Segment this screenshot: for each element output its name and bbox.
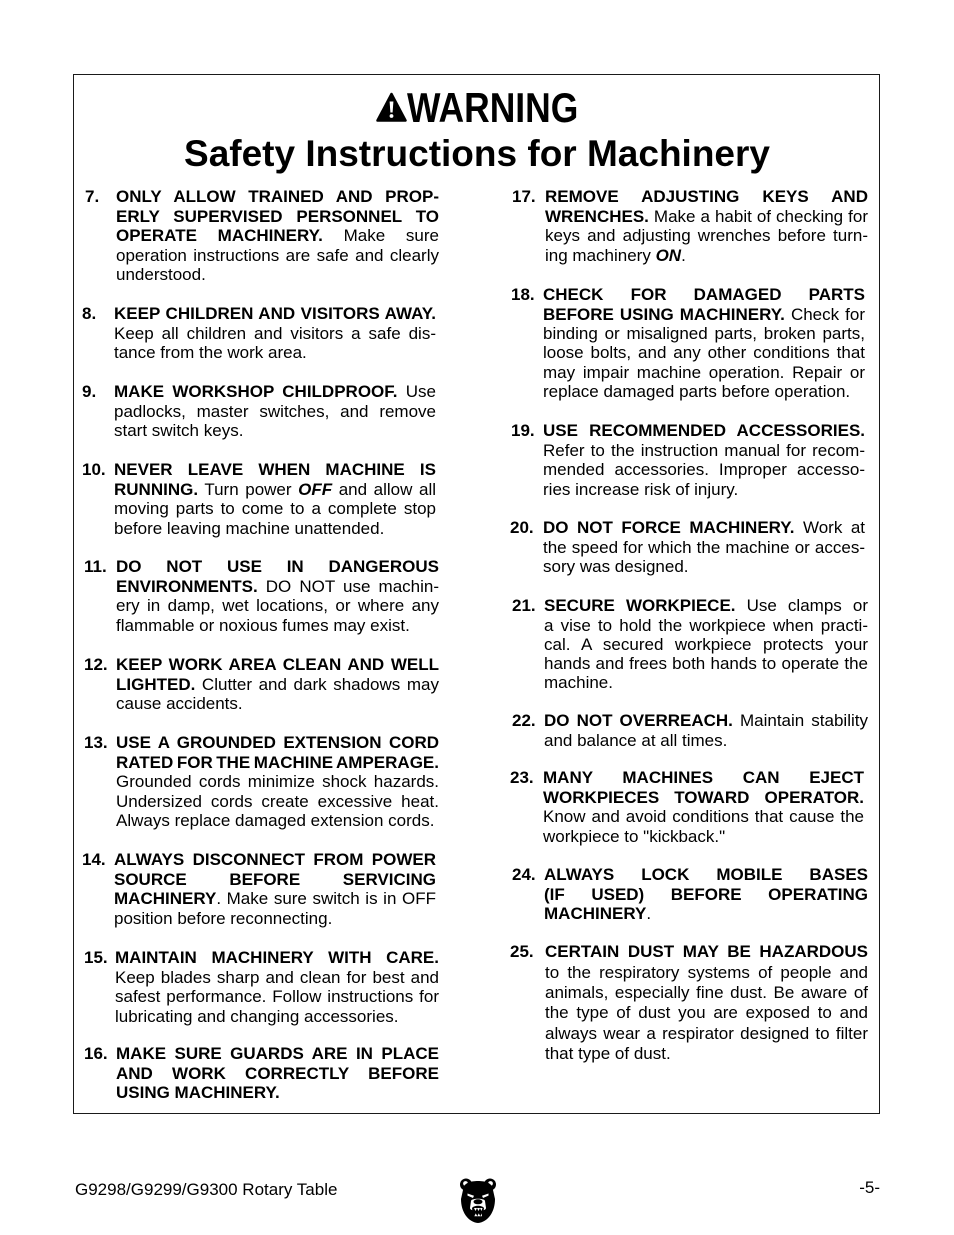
item-line (545, 226, 868, 246)
line-content (116, 1044, 439, 1063)
body-text: workpiece to "kickback." (543, 826, 726, 846)
item-line (116, 1083, 439, 1103)
line-content (544, 865, 868, 884)
line-content (545, 187, 868, 206)
line-content (115, 987, 439, 1006)
line-content (543, 768, 864, 787)
item-line (114, 324, 436, 344)
bold-heading-text: OPERATE MACHINERY. (116, 226, 323, 246)
body-text: tance from the work area. (114, 343, 307, 363)
line-content (545, 963, 868, 982)
bold-heading-text: DO NOT USE IN DANGEROUS (116, 557, 439, 577)
item-line (544, 865, 868, 885)
bold-heading-text: MAKE WORKSHOP CHILDPROOF. (114, 382, 398, 402)
line-content (114, 324, 436, 343)
item-line (116, 675, 439, 695)
item-number: 10. (82, 460, 106, 480)
line-content (116, 733, 439, 752)
item-line (116, 1064, 439, 1084)
item-line (543, 285, 865, 305)
item-line (116, 187, 439, 207)
line-content (543, 788, 864, 807)
line-content (543, 441, 865, 460)
body-text: cause accidents. (116, 694, 243, 714)
body-text: Maintain stability (732, 711, 868, 731)
item-line (116, 226, 439, 246)
body-text: Grounded cords minimize shock hazards. (116, 772, 439, 792)
item-line (543, 421, 865, 441)
item-line (543, 382, 865, 402)
body-text: start switch keys. (114, 421, 244, 441)
line-content (543, 518, 865, 537)
item-line (543, 788, 864, 808)
line-content (115, 968, 439, 987)
line-content (114, 870, 436, 889)
item-number: 7. (85, 187, 100, 207)
body-text: before leaving machine unattended. (114, 518, 385, 538)
body-text: and balance at all times. (544, 730, 728, 750)
body-text: flammable or noxious fumes may exist. (116, 615, 410, 635)
item-line (543, 305, 865, 325)
line-content (543, 827, 725, 846)
line-content (543, 557, 689, 576)
bold-heading-text: NEVER LEAVE WHEN MACHINE IS (114, 460, 436, 480)
item-line (116, 596, 439, 616)
item-line (116, 557, 439, 577)
line-content (116, 792, 439, 811)
item-line (116, 246, 439, 266)
line-content (114, 304, 436, 323)
body-text: ing machinery (545, 245, 656, 265)
item-number: 22. (512, 711, 536, 731)
bold-heading-text: KEEP CHILDREN AND VISITORS AWAY. (114, 304, 436, 324)
item-line (543, 768, 864, 788)
bold-heading-text: MACHINERY (114, 889, 217, 909)
item-line (543, 557, 865, 577)
item-line (544, 596, 868, 616)
body-text: DO NOT use machin- (257, 576, 439, 596)
item-line (544, 654, 868, 674)
body-text: Know and avoid conditions that cause the (543, 807, 864, 827)
bold-heading-text: WRENCHES. (545, 206, 649, 226)
item-line (544, 885, 868, 905)
item-number: 13. (84, 733, 108, 753)
item-line (545, 1003, 868, 1023)
bold-heading-text: ERLY SUPERVISED PERSONNEL TO (116, 206, 439, 226)
body-text: understood. (116, 265, 206, 285)
bold-heading-text: MANY MACHINES CAN EJECT (543, 768, 864, 788)
item-line (544, 673, 868, 693)
item-number: 19. (511, 421, 535, 441)
line-content (114, 402, 436, 421)
item-number: 9. (82, 382, 97, 402)
item-line (114, 460, 436, 480)
line-content (544, 904, 651, 923)
line-content (543, 480, 738, 499)
item-line (116, 772, 439, 792)
item-line (543, 324, 865, 344)
body-text: binding or misaligned parts, broken parts, (543, 324, 865, 344)
item-line (116, 265, 439, 285)
item-line (116, 753, 439, 773)
bold-heading-text: (IF USED) BEFORE OPERATING (544, 884, 868, 904)
line-content (544, 711, 868, 730)
line-content (545, 1024, 868, 1043)
line-content (114, 343, 307, 362)
item-line (114, 870, 436, 890)
line-content (115, 948, 439, 967)
line-content (545, 983, 868, 1002)
item-line (545, 963, 868, 983)
line-content (543, 285, 865, 304)
line-content (114, 480, 436, 499)
item-line (543, 538, 865, 558)
item-line (543, 441, 865, 461)
bold-heading-text: KEEP WORK AREA CLEAN AND WELL (116, 655, 439, 675)
body-text: Check for (784, 304, 865, 324)
line-content (116, 207, 439, 226)
item-line (115, 1007, 439, 1027)
body-text: always wear a respirator designed to filter (545, 1023, 868, 1043)
item-line (114, 909, 436, 929)
line-content (116, 265, 206, 284)
body-text: Use (397, 382, 436, 402)
item-line (545, 207, 868, 227)
line-content (116, 1064, 439, 1083)
bold-heading-text: ONLY ALLOW TRAINED AND PROP- (116, 187, 439, 207)
body-text: Undersized cords create excessive heat. (116, 791, 439, 811)
line-content (543, 343, 865, 362)
item-line (543, 480, 865, 500)
item-line (116, 792, 439, 812)
line-content (116, 557, 439, 576)
item-number: 14. (82, 850, 106, 870)
item-number: 24. (512, 865, 536, 885)
body-text: machine. (544, 673, 613, 693)
line-content (116, 246, 439, 265)
body-text: . Make sure switch is in OFF (216, 889, 436, 909)
item-line (545, 942, 868, 962)
item-line (544, 635, 868, 655)
item-number: 20. (510, 518, 534, 538)
body-text: animals, especially fine dust. Be aware of (545, 983, 868, 1003)
line-content (545, 246, 686, 265)
bold-heading-text: ALWAYS DISCONNECT FROM POWER (114, 850, 436, 870)
item-line (116, 207, 439, 227)
item-line (114, 382, 436, 402)
item-number: 25. (510, 942, 534, 962)
body-text: hands and frees both hands to operate the (544, 654, 868, 674)
line-content (543, 363, 865, 382)
line-content (543, 460, 865, 479)
bold-heading-text: LIGHTED. (116, 674, 196, 694)
line-content (543, 421, 865, 440)
page-title: Safety Instructions for Machinery (184, 133, 770, 174)
footer-model-name: G9298/G9299/G9300 Rotary Table (75, 1180, 338, 1199)
body-text: a vise to hold the workpiece when practi- (544, 615, 868, 635)
line-content (543, 382, 850, 401)
bold-heading-text: USE A GROUNDED EXTENSION CORD (116, 733, 439, 753)
line-content (114, 460, 436, 479)
line-content (116, 1083, 280, 1102)
item-line (543, 343, 865, 363)
line-content (544, 596, 868, 615)
line-content (116, 694, 243, 713)
item-number: 17. (512, 187, 536, 207)
line-content (544, 635, 868, 654)
item-number: 16. (84, 1044, 108, 1064)
item-line (545, 1044, 868, 1064)
item-line (114, 889, 436, 909)
item-line (114, 499, 436, 519)
bold-heading-text: USE RECOMMENDED ACCESSORIES. (543, 421, 865, 441)
item-line (116, 616, 439, 636)
grizzly-bear-logo-icon (459, 1177, 497, 1223)
line-content (543, 305, 865, 324)
item-line (544, 616, 868, 636)
item-line (116, 811, 439, 831)
bold-heading-text: MAKE SURE GUARDS ARE IN PLACE (116, 1044, 439, 1064)
item-line (545, 983, 868, 1003)
line-content (116, 772, 439, 791)
body-text: padlocks, master switches, and remove (114, 401, 436, 421)
line-content (114, 382, 436, 401)
item-line (116, 655, 439, 675)
item-line (115, 987, 439, 1007)
body-text: mended accessories. Improper accesso- (543, 460, 865, 480)
line-content (114, 889, 436, 908)
line-content (116, 655, 439, 674)
line-content (544, 673, 613, 692)
item-number: 23. (510, 768, 534, 788)
body-text: cal. A secured workpiece protects your (544, 634, 868, 654)
item-line (116, 577, 439, 597)
item-line (543, 827, 864, 847)
bold-heading-text: ENVIRONMENTS. (116, 576, 258, 596)
emphasis-text: OFF (298, 479, 333, 499)
body-text: . (681, 245, 686, 265)
item-number: 18. (511, 285, 535, 305)
body-text: position before reconnecting. (114, 908, 333, 928)
item-line (115, 968, 439, 988)
item-line (116, 733, 439, 753)
line-content (115, 1007, 399, 1026)
bold-heading-text: CERTAIN DUST MAY BE HAZARDOUS (545, 942, 868, 962)
item-number: 15. (84, 948, 108, 968)
item-line (544, 711, 868, 731)
item-line (114, 304, 436, 324)
item-number: 8. (82, 304, 97, 324)
body-text: to the respiratory systems of people and (545, 962, 868, 982)
page-number: -5- (859, 1178, 880, 1197)
item-line (116, 694, 439, 714)
line-content (543, 538, 865, 557)
bold-heading-text: SOURCE BEFORE SERVICING (114, 869, 436, 889)
item-line (114, 421, 436, 441)
body-text: . (646, 904, 652, 924)
warning-triangle-icon (376, 92, 407, 123)
line-content (545, 1003, 868, 1022)
body-text: Work at (794, 518, 865, 538)
line-content (545, 207, 868, 226)
line-content (116, 811, 434, 830)
body-text: loose bolts, and any other conditions that (543, 343, 865, 363)
bold-heading-text: BEFORE USING MACHINERY. (543, 304, 785, 324)
line-content (114, 499, 436, 518)
line-content (116, 226, 439, 245)
bold-heading-text: WORKPIECES TOWARD OPERATOR. (543, 787, 864, 807)
line-content (116, 577, 439, 596)
bold-heading-text: AND WORK CORRECTLY BEFORE (116, 1063, 439, 1083)
bold-heading-text: RUNNING. (114, 479, 199, 499)
item-line (544, 731, 868, 751)
body-text: lubricating and changing accessories. (115, 1006, 399, 1026)
body-text: Always replace damaged extension cords. (116, 811, 435, 831)
line-content (116, 187, 439, 206)
item-line (545, 246, 868, 266)
item-line (543, 518, 865, 538)
item-line (543, 460, 865, 480)
body-text: and allow all (332, 479, 436, 499)
line-content (116, 675, 439, 694)
body-text: Use clamps or (735, 596, 868, 616)
item-line (545, 1024, 868, 1044)
line-content (544, 885, 868, 904)
body-text: the type of dust you are exposed to and (545, 1003, 868, 1023)
line-content (116, 753, 439, 772)
line-content (543, 807, 864, 826)
line-content (544, 654, 868, 673)
body-text: Keep blades sharp and clean for best and (115, 967, 439, 987)
bold-heading-text: REMOVE ADJUSTING KEYS AND (545, 187, 868, 207)
body-text: replace damaged parts before operation. (543, 382, 851, 402)
bold-heading-text: CHECK FOR DAMAGED PARTS (543, 285, 865, 305)
body-text: Make sure (322, 226, 440, 246)
bold-heading-text: ALWAYS LOCK MOBILE BASES (544, 865, 868, 885)
bold-heading-text: USING MACHINERY. (116, 1083, 280, 1103)
item-line (543, 363, 865, 383)
item-line (543, 807, 864, 827)
item-line (116, 1044, 439, 1064)
item-line (114, 519, 436, 539)
line-content (114, 519, 384, 538)
body-text: ery in damp, wet locations, or where any (116, 596, 439, 616)
bold-heading-text: SECURE WORKPIECE. (544, 596, 736, 616)
item-line (114, 343, 436, 363)
body-text: Make a habit of checking for (648, 206, 868, 226)
body-text: may impair machine operation. Repair or (543, 362, 865, 382)
body-text: that type of dust. (545, 1044, 671, 1064)
line-content (543, 324, 865, 343)
body-text: safest performance. Follow instructions for (115, 987, 439, 1007)
item-line (114, 402, 436, 422)
bold-heading-text: MAINTAIN MACHINERY WITH CARE. (115, 948, 439, 968)
item-line (544, 904, 868, 924)
line-content (114, 909, 332, 928)
body-text: Keep all children and visitors a safe dis- (114, 323, 436, 343)
item-number: 12. (84, 655, 108, 675)
body-text: ries increase risk of injury. (543, 479, 739, 499)
item-number: 11. (84, 557, 107, 577)
bold-heading-text: RATED FOR THE MACHINE AMPERAGE. (116, 752, 439, 772)
line-content (114, 850, 436, 869)
warning-heading: WARNING (407, 84, 579, 131)
line-content (544, 731, 727, 750)
body-text: moving parts to come to a complete stop (114, 499, 436, 519)
item-number: 21. (512, 596, 536, 616)
line-content (544, 616, 868, 635)
item-line (114, 480, 436, 500)
bold-heading-text: DO NOT OVERREACH. (544, 711, 733, 731)
item-line (114, 850, 436, 870)
body-text: keys and adjusting wrenches before turn- (545, 226, 868, 246)
body-text: Refer to the instruction manual for recom- (543, 440, 865, 460)
line-content (116, 596, 439, 615)
line-content (545, 942, 868, 961)
body-text: Clutter and dark shadows may (195, 674, 439, 694)
bold-heading-text: MACHINERY (544, 904, 647, 924)
item-line (115, 948, 439, 968)
body-text: sory was designed. (543, 557, 689, 577)
line-content (114, 421, 243, 440)
line-content (545, 1044, 671, 1063)
body-text: the speed for which the machine or acces- (543, 537, 865, 557)
bold-heading-text: DO NOT FORCE MACHINERY. (543, 518, 795, 538)
body-text: operation instructions are safe and clearly (116, 245, 439, 265)
item-line (545, 187, 868, 207)
line-content (545, 226, 868, 245)
emphasis-text: ON (655, 245, 682, 265)
body-text: Turn power (198, 479, 299, 499)
line-content (116, 616, 410, 635)
